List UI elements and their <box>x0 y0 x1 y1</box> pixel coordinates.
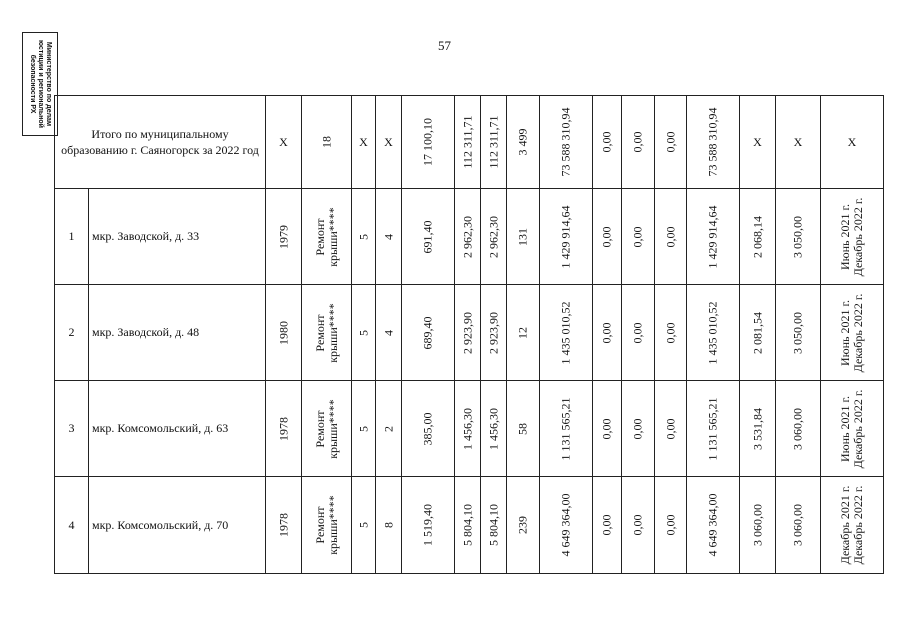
table-row <box>55 189 884 285</box>
row-date-end: Декабрь 2022 г. <box>851 197 865 276</box>
row-max-cost: 3 050,00 <box>790 311 805 354</box>
total-floors: X <box>352 96 376 189</box>
row-fund-owner: 1 435 010,52 <box>705 301 720 364</box>
row-residents: 131 <box>515 227 530 246</box>
row-address: мкр. Заводской, д. 33 <box>89 189 266 285</box>
row-address: мкр. Комсомольский, д. 70 <box>89 477 266 574</box>
row-area-1: 2 923,90 <box>460 311 474 354</box>
row-cost-total: 1 131 565,21 <box>558 397 573 460</box>
row-year: 1978 <box>276 416 290 441</box>
row-dates <box>839 389 865 468</box>
row-floors: 5 <box>356 233 370 240</box>
total-label-cell <box>55 96 266 189</box>
row-fund-1: 0,00 <box>599 226 614 247</box>
row-number: 4 <box>55 477 89 574</box>
row-entrances: 2 <box>381 425 395 432</box>
total-cost-total: 73 588 310,94 <box>558 107 573 177</box>
row-unit-cost: 2 081,54 <box>750 311 764 354</box>
row-fund-owner: 1 131 565,21 <box>705 397 720 460</box>
row-fund-2: 0,00 <box>630 322 645 343</box>
row-fund-1: 0,00 <box>599 322 614 343</box>
row-unit-cost: 3 060,00 <box>750 504 764 546</box>
total-max-cost: X <box>776 96 821 189</box>
row-area-2: 1 456,30 <box>486 407 500 450</box>
total-unit-cost: X <box>740 96 776 189</box>
row-entrances: 8 <box>381 522 395 528</box>
row-work: Ремонт крыши**** <box>312 206 340 267</box>
total-residents-cell <box>507 96 540 189</box>
row-fund-2: 0,00 <box>630 226 645 247</box>
row-fund-3: 0,00 <box>663 322 677 343</box>
total-area-cell <box>402 96 455 189</box>
row-unit-cost: 2 068,14 <box>750 215 764 258</box>
total-fund-2: 0,00 <box>630 131 645 153</box>
row-area-2: 5 804,10 <box>486 504 500 546</box>
total-work: 18 <box>319 136 333 148</box>
total-residents: 3 499 <box>515 128 530 156</box>
row-date-end: Декабрь 2022 г. <box>851 485 865 565</box>
row-fund-3: 0,00 <box>663 418 677 439</box>
total-fund1-cell <box>593 96 622 189</box>
row-max-cost: 3 060,00 <box>790 504 805 546</box>
table-row <box>55 381 884 477</box>
row-work: Ремонт крыши**** <box>312 302 340 363</box>
total-fund2-cell <box>622 96 655 189</box>
row-cost-total: 4 649 364,00 <box>558 493 573 557</box>
row-cost-total: 1 429 914,64 <box>558 205 573 268</box>
row-fund-1: 0,00 <box>599 514 614 536</box>
row-fund-3: 0,00 <box>663 226 677 247</box>
row-work: Ремонт крыши**** <box>312 398 340 459</box>
table-row <box>55 285 884 381</box>
row-number: 2 <box>55 285 89 381</box>
row-dates <box>839 197 865 276</box>
stamp-text: Министерство по делам юстиции и региональной безопасности РХ <box>29 40 52 128</box>
row-fund-owner: 1 429 914,64 <box>705 205 720 268</box>
row-floors: 5 <box>356 425 370 432</box>
total-cost-cell <box>540 96 593 189</box>
page-number: 57 <box>438 38 451 53</box>
row-max-cost: 3 060,00 <box>790 407 805 450</box>
row-year: 1978 <box>276 513 290 537</box>
table-row <box>55 477 884 574</box>
row-fund-owner: 4 649 364,00 <box>705 493 720 557</box>
row-number: 3 <box>55 381 89 477</box>
row-address: мкр. Комсомольский, д. 63 <box>89 381 266 477</box>
row-entrances: 4 <box>381 329 395 336</box>
row-year: 1980 <box>276 320 290 345</box>
total-year: X <box>266 96 302 189</box>
row-max-cost: 3 050,00 <box>790 215 805 258</box>
total-entrances: X <box>376 96 402 189</box>
row-date-start: Декабрь 2021 г. <box>838 485 852 565</box>
row-area-1: 2 962,30 <box>460 215 474 258</box>
total-area-total: 17 100,10 <box>420 118 435 166</box>
row-address: мкр. Заводской, д. 48 <box>89 285 266 381</box>
total-owner-cell <box>687 96 740 189</box>
row-area-total: 689,40 <box>420 316 435 349</box>
row-entrances: 4 <box>381 233 395 240</box>
row-area-1: 1 456,30 <box>460 407 474 450</box>
row-residents: 12 <box>515 326 530 339</box>
row-floors: 5 <box>356 329 370 336</box>
total-label: Итого по муниципальному образованию г. Саяногорск за 2022 год <box>61 127 259 157</box>
repair-program-table <box>54 95 884 574</box>
row-date-end: Декабрь 2022 г. <box>851 293 865 372</box>
row-date-end: Декабрь 2022 г. <box>851 389 865 468</box>
row-date-start: Июнь 2021 г. <box>838 299 852 366</box>
row-date-start: Июнь 2021 г. <box>838 395 852 462</box>
total-row <box>55 96 884 189</box>
row-dates <box>839 486 865 565</box>
row-fund-2: 0,00 <box>630 418 645 439</box>
row-cost-total: 1 435 010,52 <box>558 301 573 364</box>
total-area1-cell <box>455 96 481 189</box>
row-floors: 5 <box>356 522 370 528</box>
row-area-total: 385,00 <box>420 412 435 445</box>
row-area-total: 691,40 <box>420 220 435 253</box>
ministry-stamp <box>22 32 58 136</box>
total-fund-owner: 73 588 310,94 <box>705 107 720 177</box>
total-area-2: 112 311,71 <box>486 115 500 169</box>
row-number: 1 <box>55 189 89 285</box>
row-year: 1979 <box>276 224 290 249</box>
row-unit-cost: 3 531,84 <box>750 407 764 450</box>
row-fund-1: 0,00 <box>599 418 614 439</box>
total-fund-1: 0,00 <box>599 131 614 153</box>
row-fund-2: 0,00 <box>630 514 645 536</box>
total-area2-cell <box>481 96 507 189</box>
total-area-1: 112 311,71 <box>460 115 474 169</box>
row-area-2: 2 923,90 <box>486 311 500 354</box>
row-residents: 58 <box>515 422 530 435</box>
row-area-2: 2 962,30 <box>486 215 500 258</box>
row-area-total: 1 519,40 <box>420 504 435 546</box>
total-fund3-cell <box>655 96 687 189</box>
total-work-cell <box>302 96 352 189</box>
row-date-start: Июнь 2021 г. <box>838 203 852 270</box>
row-work: Ремонт крыши**** <box>312 495 340 555</box>
total-fund-3: 0,00 <box>663 131 677 153</box>
row-area-1: 5 804,10 <box>460 504 474 546</box>
total-dates: X <box>821 96 884 189</box>
row-residents: 239 <box>515 516 530 534</box>
row-fund-3: 0,00 <box>663 514 677 536</box>
row-dates <box>839 293 865 372</box>
